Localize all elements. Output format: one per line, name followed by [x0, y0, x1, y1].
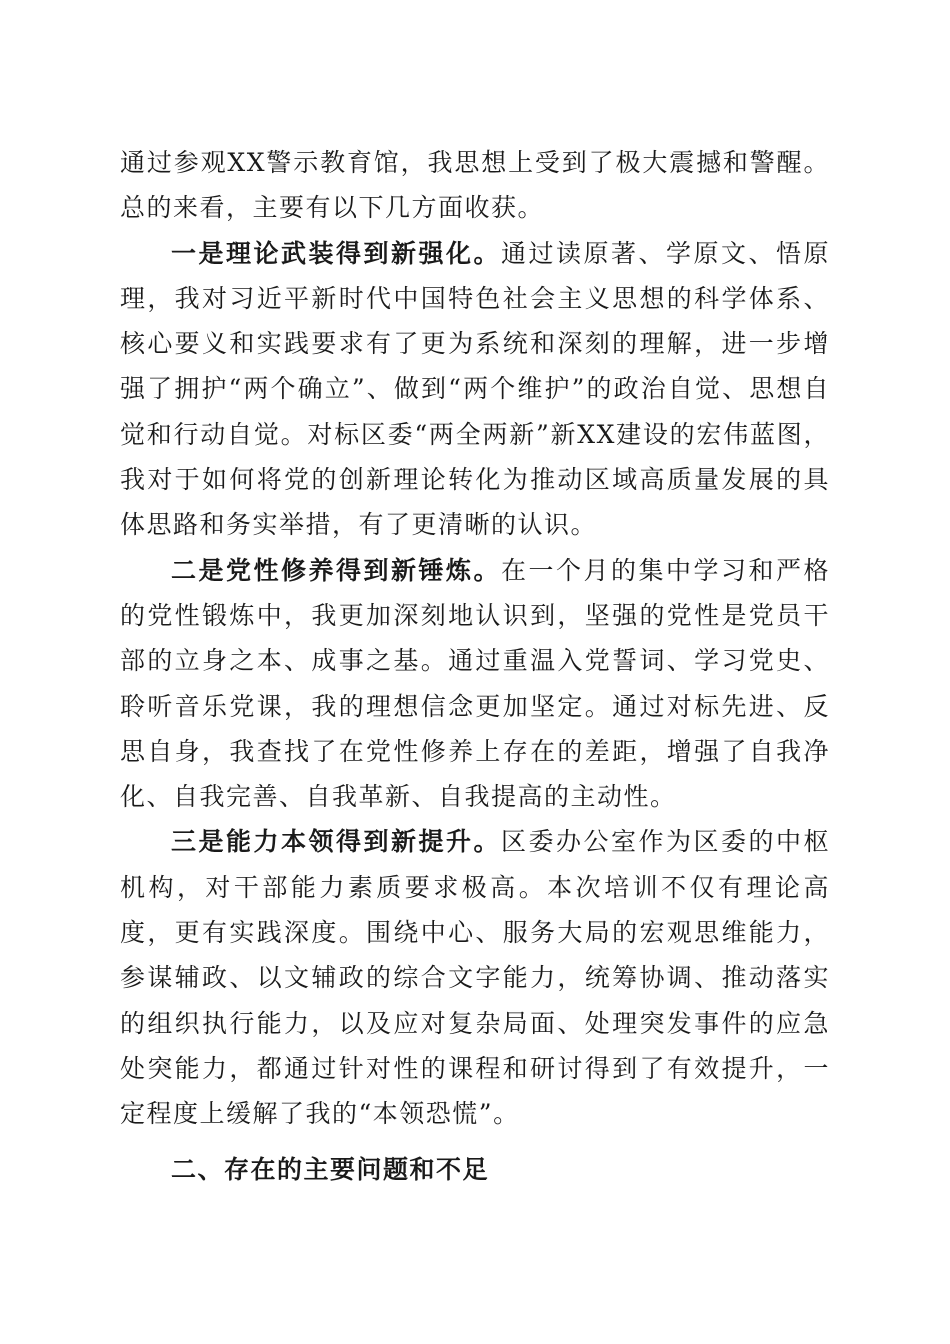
paragraph-theory: [120, 231, 830, 548]
paragraph-party-spirit: [120, 548, 830, 820]
paragraph-body: 区委办公室作为区委的中枢机构，对干部能力素质要求极高。本次培训不仅有理论高度，更有实践深度。围绕中心、服务大局的宏观思维能力，参谋辅政、以文辅政的综合文字能力，统筹协调、推动落实的组织执行能力，以及应对复杂局面、处理突发事件的应急处突能力，都通过针对性的课程和研讨得到了有效提升，一定程度上缓解了我的“本领恐慌”。: [120, 827, 830, 1129]
paragraph-lead: 二是党性修养得到新锤炼。: [171, 555, 501, 585]
intro-paragraph: 通过参观XX警示教育馆，我思想上受到了极大震撼和警醒。总的来看，主要有以下几方面收获。: [120, 148, 830, 223]
section-heading: 二、存在的主要问题和不足: [171, 1154, 490, 1184]
paragraph-lead: 三是能力本领得到新提升。: [171, 827, 501, 857]
paragraph-lead: 一是理论武装得到新强化。: [171, 238, 501, 268]
document-page: [120, 140, 830, 1192]
paragraph-body: 通过读原著、学原文、悟原理，我对习近平新时代中国特色社会主义思想的科学体系、核心要义和实践要求有了更为系统和深刻的理解，进一步增强了拥护“两个确立”、做到“两个维护”的政治自觉、思想自觉和行动自觉。对标区委“两全两新”新XX建设的宏伟蓝图，我对于如何将党的创新理论转化为推动区域高质量发展的具体思路和务实举措，有了更清晰的认识。: [120, 238, 830, 540]
paragraph-ability: [120, 819, 830, 1136]
paragraph-body: 在一个月的集中学习和严格的党性锻炼中，我更加深刻地认识到，坚强的党性是党员干部的立身之本、成事之基。通过重温入党誓词、学习党史、聆听音乐党课，我的理想信念更加坚定。通过对标先进、反思自身，我查找了在党性修养上存在的差距，增强了自我净化、自我完善、自我革新、自我提高的主动性。: [120, 555, 830, 812]
